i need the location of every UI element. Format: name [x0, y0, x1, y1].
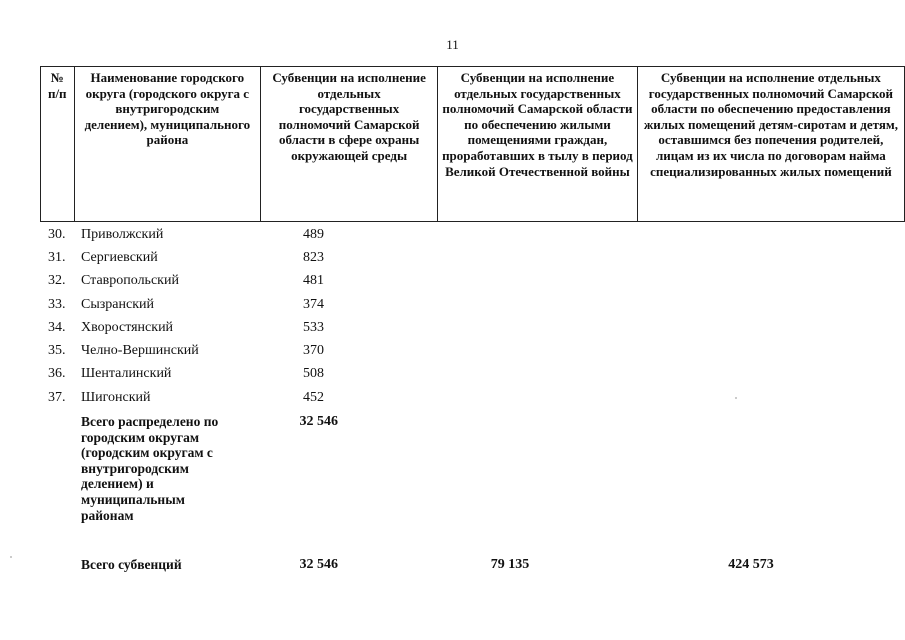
- total-home-front-value: 79 135: [490, 557, 530, 572]
- header-name: Наименование городского округа (городского округа с внутригородским делением), муниципального района: [74, 67, 261, 222]
- row-number: 32.: [48, 273, 66, 288]
- district-name: Шенталинский: [81, 366, 172, 381]
- row-number: 33.: [48, 297, 66, 312]
- scan-speck: [735, 397, 737, 399]
- district-name: Ставропольский: [81, 273, 179, 288]
- row-number: 35.: [48, 343, 66, 358]
- row-number: 30.: [48, 227, 66, 242]
- environment-value: 823: [303, 250, 324, 265]
- environment-value: 374: [303, 297, 324, 312]
- header-orphans-housing: Субвенции на исполнение отдельных государственных полномочий Самарской области по обеспечению предоставления жилых помещений детям-сиротам и детям, оставшимся без попечения родителей, лицам из их числа по договорам найма специализированных жилых помещений: [637, 67, 904, 222]
- total-subventions-label: Всего субвенций: [81, 557, 182, 572]
- district-name: Челно-Вершинский: [81, 343, 199, 358]
- environment-value: 370: [303, 343, 324, 358]
- district-name: Сергиевский: [81, 250, 158, 265]
- environment-value: 452: [303, 390, 324, 405]
- scan-speck: [10, 556, 12, 558]
- environment-value: 508: [303, 366, 324, 381]
- district-name: Хворостянский: [81, 320, 174, 335]
- row-number: 36.: [48, 366, 66, 381]
- row-number: 34.: [48, 320, 66, 335]
- page-number: 11: [446, 37, 459, 52]
- row-number: 37.: [48, 390, 66, 405]
- row-number: 31.: [48, 250, 66, 265]
- environment-value: 489: [303, 227, 324, 242]
- district-name: Сызранский: [81, 297, 154, 312]
- table-header: [40, 66, 905, 222]
- district-name: Шигонский: [81, 390, 151, 405]
- environment-value: 481: [303, 273, 324, 288]
- header-environment: Субвенции на исполнение отдельных государственных полномочий Самарской области в сфере охраны окружающей среды: [261, 67, 438, 222]
- environment-value: 533: [303, 320, 324, 335]
- header-number: № п/п: [41, 67, 75, 222]
- district-name: Приволжский: [81, 227, 164, 242]
- header-home-front-housing: Субвенции на исполнение отдельных государственных полномочий Самарской области по обеспечению жилыми помещениями граждан, проработавших в тылу в период Великой Отечественной войны: [438, 67, 638, 222]
- total-orphans-value: 424 573: [728, 557, 774, 572]
- total-distributed-value: 32 546: [299, 414, 338, 429]
- total-environment-value: 32 546: [299, 557, 338, 572]
- total-distributed-label: Всего распределено по городским округам (городским округам с внутригородским делением) и муниципальным районам: [81, 414, 219, 523]
